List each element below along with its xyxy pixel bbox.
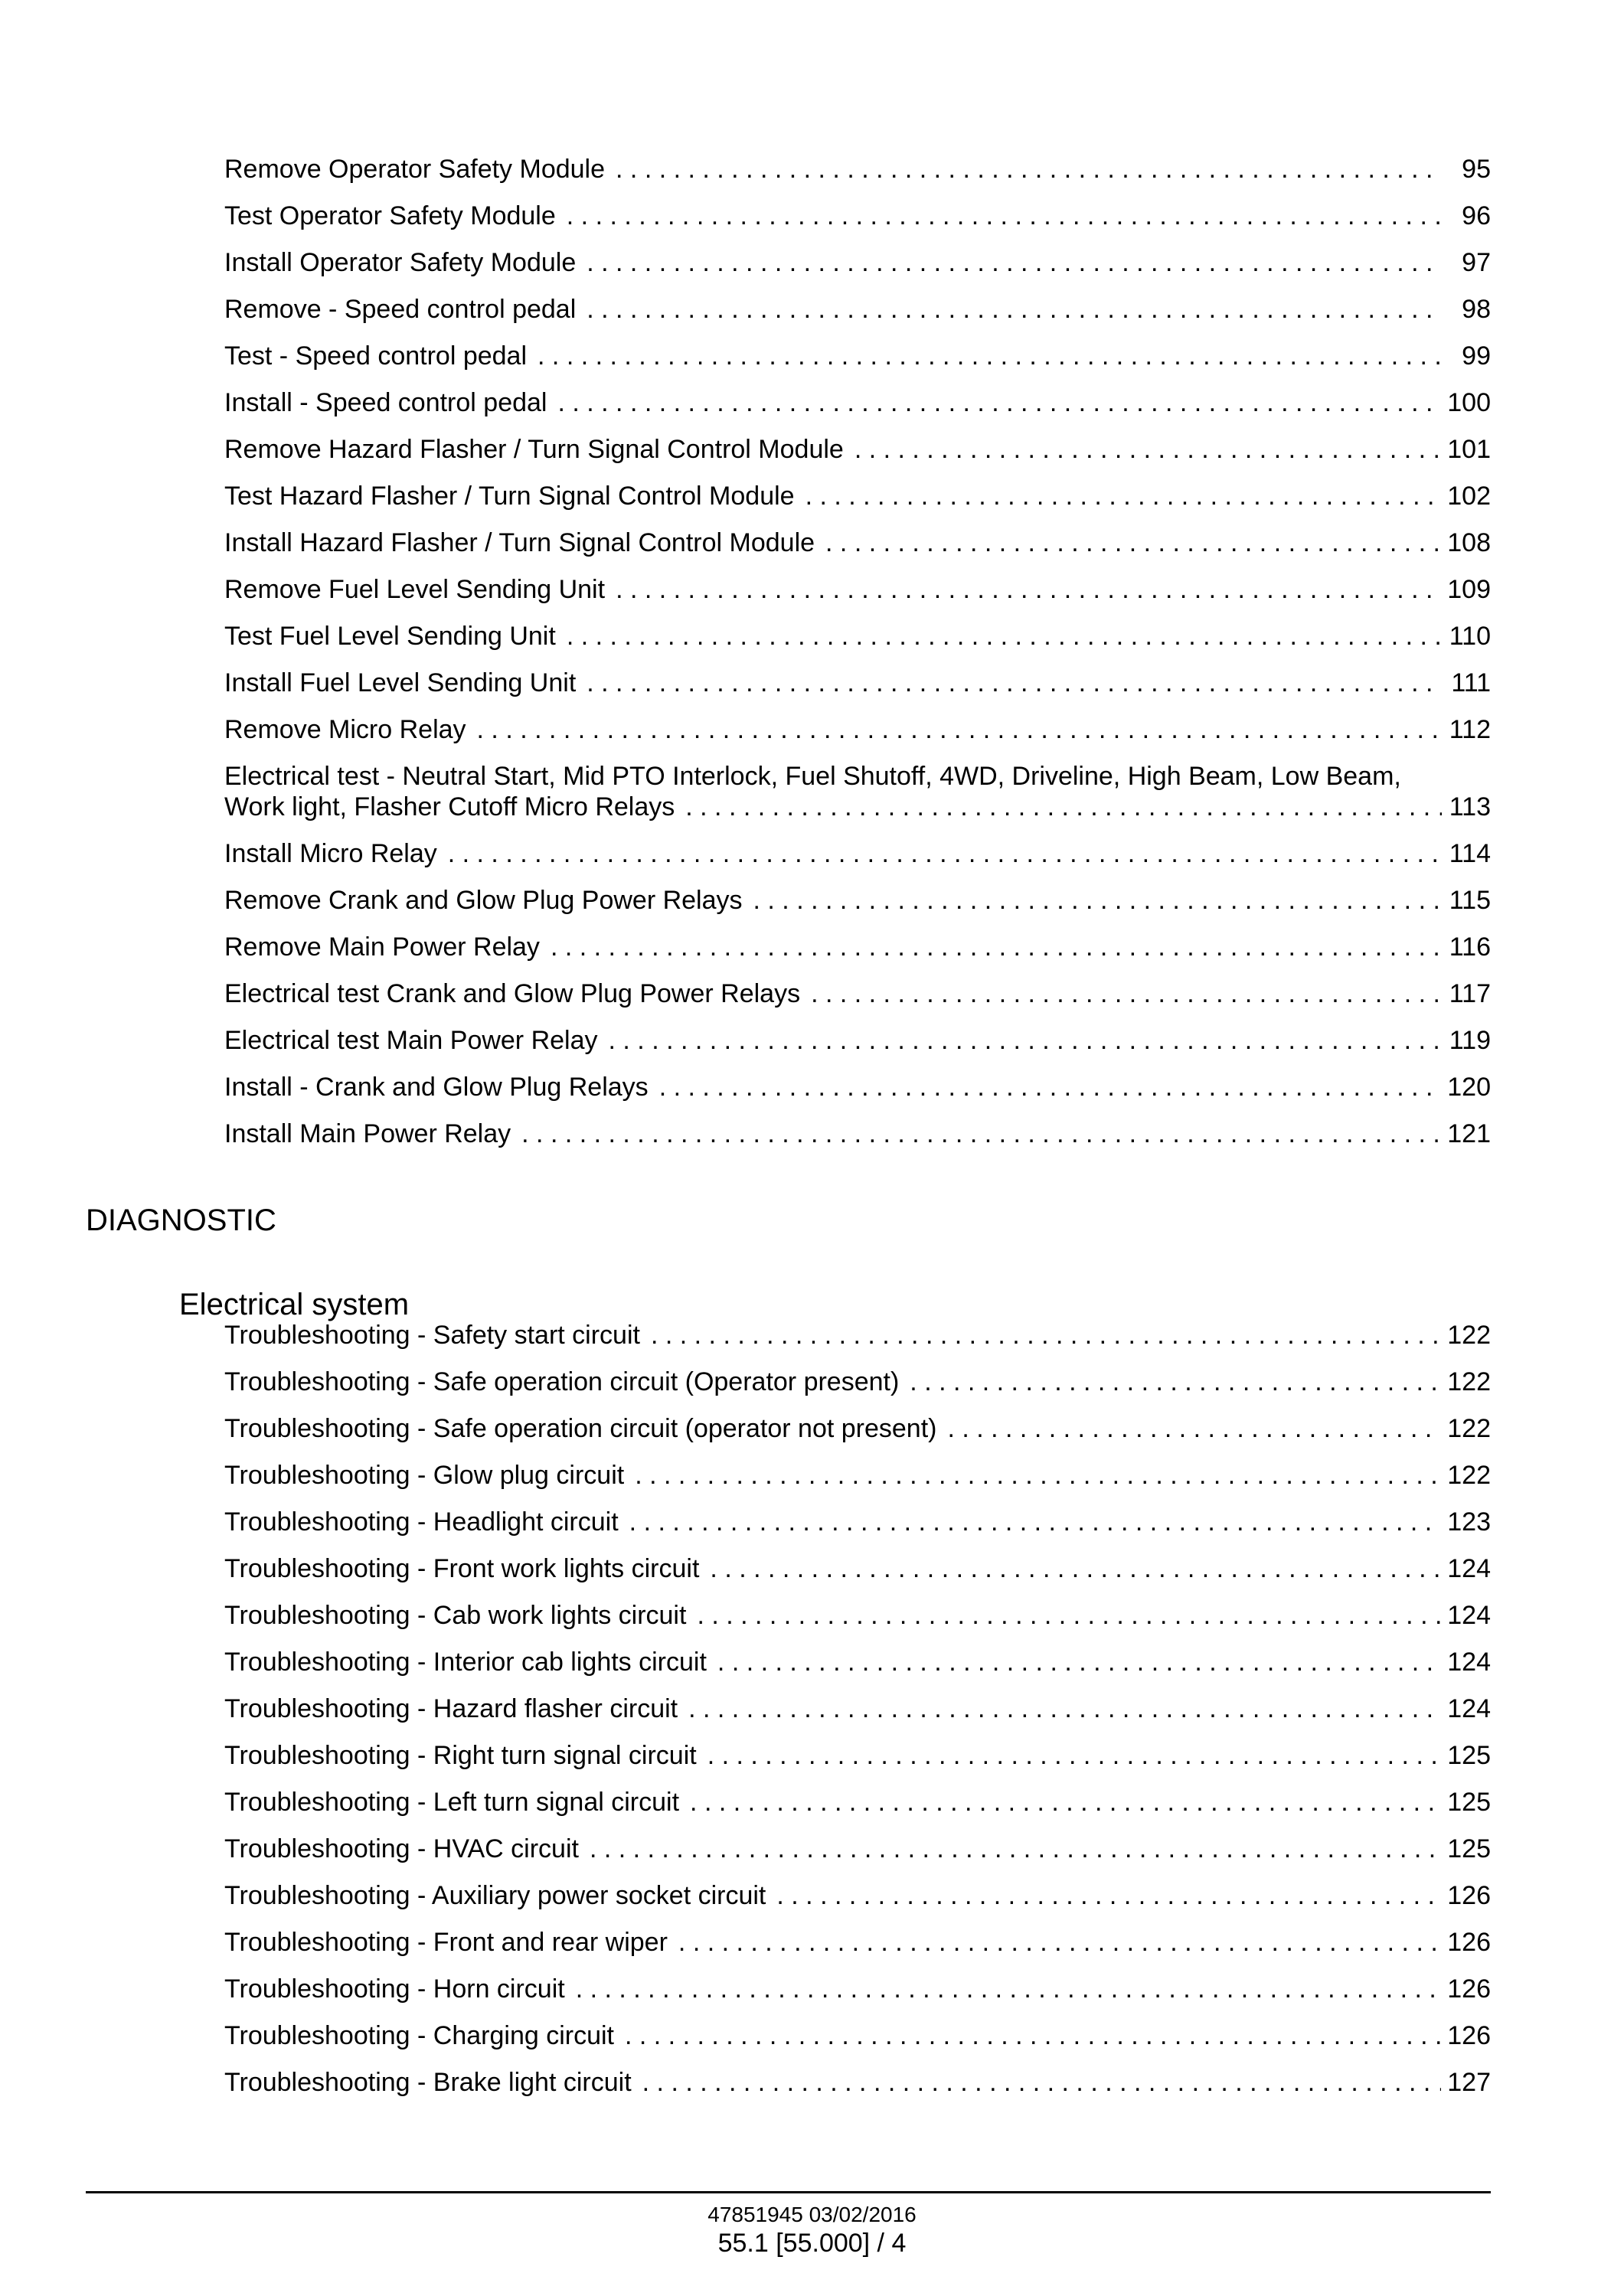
toc-entry-title: Troubleshooting - Auxiliary power socket circuit (224, 1881, 766, 1910)
dot-leader (576, 1974, 1442, 2004)
dot-leader (538, 341, 1442, 371)
dot-leader (678, 1927, 1441, 1958)
toc-entry-title: Troubleshooting - Safe operation circuit (operator not present) (224, 1414, 937, 1443)
toc-entry-page: 115 (1449, 886, 1491, 915)
dot-leader (616, 154, 1442, 185)
toc-entry[interactable] (224, 138, 1491, 185)
toc-entry-title: Troubleshooting - HVAC circuit (224, 1834, 579, 1863)
toc-entry-title: Troubleshooting - Safe operation circuit (Operator present) (224, 1367, 900, 1396)
toc-entry-page: 124 (1447, 1554, 1491, 1583)
toc-entry[interactable] (224, 1584, 1491, 1631)
toc-entry[interactable] (224, 325, 1491, 371)
toc-entry[interactable] (224, 1958, 1491, 2004)
toc-entry-page: 124 (1447, 1694, 1491, 1723)
toc-entry-title: Troubleshooting - Brake light circuit (224, 2068, 632, 2097)
dot-leader (629, 1507, 1442, 1537)
toc-entry-title: Install Operator Safety Module (224, 248, 577, 277)
dot-leader (567, 201, 1442, 231)
toc-entry-page: 120 (1447, 1073, 1491, 1102)
toc-entry[interactable] (224, 652, 1491, 698)
dot-leader (642, 2067, 1442, 2098)
dot-leader (567, 621, 1442, 652)
dot-leader (521, 1119, 1441, 1149)
toc-entry-page: 125 (1447, 1788, 1491, 1817)
toc-entry-page: 123 (1447, 1507, 1491, 1537)
toc-entry[interactable] (224, 1631, 1491, 1677)
toc-entry-multiline[interactable] (224, 745, 1491, 822)
dot-leader (707, 1740, 1442, 1771)
toc-entry-page: 124 (1447, 1601, 1491, 1630)
toc-entry[interactable] (224, 1491, 1491, 1537)
dot-leader (609, 1025, 1442, 1056)
toc-entry-title: Test Fuel Level Sending Unit (224, 622, 556, 651)
toc-entry-page: 111 (1451, 668, 1491, 697)
toc-entry-page: 114 (1449, 839, 1491, 868)
toc-diagnostic (224, 1304, 1491, 2098)
toc-entry-title: Troubleshooting - Horn circuit (224, 1974, 565, 2004)
toc-entry-page: 127 (1447, 2068, 1491, 2097)
toc-entry[interactable] (224, 1009, 1491, 1056)
dot-leader (753, 885, 1442, 916)
toc-entry-page: 122 (1447, 1461, 1491, 1490)
dot-leader (448, 838, 1442, 869)
toc-entry[interactable] (224, 185, 1491, 231)
toc-entry-page: 121 (1447, 1119, 1491, 1148)
toc-entry[interactable] (224, 1677, 1491, 1724)
section-heading: DIAGNOSTIC (86, 1204, 276, 1237)
dot-leader (717, 1647, 1441, 1677)
sub-heading: Electrical system (179, 1288, 410, 1321)
dot-leader (587, 247, 1442, 278)
toc-entry[interactable] (224, 1304, 1491, 1350)
toc-entry-page: 113 (1449, 792, 1491, 821)
dot-leader (651, 1320, 1441, 1350)
toc-entry-title: Install Main Power Relay (224, 1119, 511, 1148)
toc-entry[interactable] (224, 418, 1491, 465)
toc-entry-title: Remove Hazard Flasher / Turn Signal Control Module (224, 435, 844, 464)
toc-entry-title: Troubleshooting - Front and rear wiper (224, 1928, 668, 1957)
dot-leader (659, 1072, 1442, 1102)
toc-entry[interactable] (224, 2004, 1491, 2051)
toc-entry-page: 122 (1447, 1414, 1491, 1443)
dot-leader (811, 978, 1442, 1009)
dot-leader (616, 574, 1441, 605)
toc-entry-title: Test Operator Safety Module (224, 201, 556, 230)
dot-leader (587, 294, 1442, 325)
toc-entry[interactable] (224, 371, 1491, 418)
toc-entry-title: Install Micro Relay (224, 839, 437, 868)
toc-entry[interactable] (224, 1350, 1491, 1397)
toc-entry[interactable] (224, 698, 1491, 745)
toc-entry-title: Troubleshooting - Charging circuit (224, 2021, 614, 2050)
dot-leader (910, 1367, 1441, 1397)
toc-entry[interactable] (224, 1102, 1491, 1149)
toc-entry-title: Test - Speed control pedal (224, 341, 528, 371)
dot-leader (477, 714, 1442, 745)
dot-leader (688, 1693, 1441, 1724)
dot-leader (697, 1600, 1441, 1631)
toc-entry-page: 100 (1447, 388, 1491, 417)
toc-entry-title: Remove Main Power Relay (224, 932, 540, 962)
toc-entry-title: Troubleshooting - Headlight circuit (224, 1507, 619, 1537)
dot-leader (825, 527, 1441, 558)
toc-entry[interactable] (224, 1724, 1491, 1771)
dot-leader (776, 1880, 1441, 1911)
toc-entry-title: Troubleshooting - Interior cab lights circuit (224, 1648, 707, 1677)
toc-entry-page: 122 (1447, 1367, 1491, 1396)
toc-entry-title: Install - Speed control pedal (224, 388, 547, 417)
dot-leader (625, 2020, 1441, 2051)
toc-entry-page: 98 (1462, 295, 1491, 324)
toc-entry-title: Install Fuel Level Sending Unit (224, 668, 577, 697)
footer-page-reference: 55.1 [55.000] / 4 (717, 2229, 907, 2258)
toc-entry[interactable] (224, 962, 1491, 1009)
toc-entry-page: 124 (1447, 1648, 1491, 1677)
toc-entry-page: 117 (1449, 979, 1491, 1008)
toc-entry-page: 126 (1447, 1928, 1491, 1957)
toc-entry-page: 126 (1447, 1974, 1491, 2004)
toc-entry[interactable] (224, 869, 1491, 916)
dot-leader (947, 1413, 1441, 1444)
dot-leader (854, 434, 1441, 465)
toc-entry-title-line1: Electrical test - Neutral Start, Mid PTO Interlock, Fuel Shutoff, 4WD, Driveline, High Beam, Low Beam, (224, 762, 1401, 791)
toc-entry-page: 126 (1447, 1881, 1491, 1910)
toc-entry-page: 110 (1449, 622, 1491, 651)
toc-entry-title: Troubleshooting - Safety start circuit (224, 1321, 640, 1350)
toc-entry[interactable] (224, 231, 1491, 278)
toc-entry-title: Troubleshooting - Front work lights circuit (224, 1554, 700, 1583)
toc-entry[interactable] (224, 278, 1491, 325)
toc-entry-title: Install - Crank and Glow Plug Relays (224, 1073, 649, 1102)
toc-entry[interactable] (224, 1056, 1491, 1102)
toc-entry-title-line2-wrapper (224, 792, 1491, 822)
toc-entry-title: Troubleshooting - Right turn signal circuit (224, 1741, 697, 1770)
toc-entry-title: Troubleshooting - Glow plug circuit (224, 1461, 625, 1490)
toc-entry[interactable] (224, 1537, 1491, 1584)
toc-entry-page: 96 (1462, 201, 1491, 230)
toc-entry-page: 125 (1447, 1741, 1491, 1770)
toc-entry-title: Troubleshooting - Left turn signal circuit (224, 1788, 680, 1817)
toc-entry-title: Test Hazard Flasher / Turn Signal Control Module (224, 482, 795, 511)
toc-entry-title: Remove Crank and Glow Plug Power Relays (224, 886, 743, 915)
toc-entry[interactable] (224, 1444, 1491, 1491)
toc-entry[interactable] (224, 558, 1491, 605)
footer-divider (86, 2191, 1491, 2193)
footer-document-id: 47851945 03/02/2016 (707, 2203, 917, 2226)
dot-leader (587, 668, 1442, 698)
toc-entry-page: 125 (1447, 1834, 1491, 1863)
toc-entry-page: 122 (1447, 1321, 1491, 1350)
dot-leader (685, 792, 1442, 822)
toc-entry-title: Electrical test Crank and Glow Plug Power Relays (224, 979, 801, 1008)
dot-leader (710, 1553, 1441, 1584)
toc-entry-page: 108 (1447, 528, 1491, 557)
toc-entry-title: Remove Operator Safety Module (224, 155, 606, 184)
dot-leader (590, 1834, 1441, 1864)
toc-entry-page: 116 (1449, 932, 1491, 962)
toc-entry[interactable] (224, 916, 1491, 962)
toc-entry-page: 109 (1447, 575, 1491, 604)
toc-entry[interactable] (224, 1397, 1491, 1444)
dot-leader (635, 1460, 1441, 1491)
toc-entry-page: 97 (1462, 248, 1491, 277)
toc-entry-page: 99 (1462, 341, 1491, 371)
dot-leader (551, 932, 1442, 962)
toc-entry-page: 119 (1449, 1026, 1491, 1055)
toc-entry[interactable] (224, 1864, 1491, 1911)
toc-entry-title-line2: Work light, Flasher Cutoff Micro Relays (224, 792, 675, 821)
dot-leader (805, 481, 1442, 511)
toc-entry-title: Troubleshooting - Hazard flasher circuit (224, 1694, 678, 1723)
toc-entry[interactable] (224, 1771, 1491, 1818)
toc-entry[interactable] (224, 511, 1491, 558)
toc-top (224, 138, 1491, 1149)
toc-entry-title: Troubleshooting - Cab work lights circuit (224, 1601, 687, 1630)
toc-entry[interactable] (224, 465, 1491, 511)
toc-entry[interactable] (224, 822, 1491, 869)
toc-entry-page: 95 (1462, 155, 1491, 184)
toc-entry-page: 126 (1447, 2021, 1491, 2050)
dot-leader (557, 387, 1441, 418)
toc-entry-page: 112 (1449, 715, 1491, 744)
toc-entry-title: Electrical test Main Power Relay (224, 1026, 598, 1055)
toc-entry[interactable] (224, 1911, 1491, 1958)
toc-entry-page: 101 (1447, 435, 1491, 464)
toc-entry-title: Remove Micro Relay (224, 715, 466, 744)
dot-leader (690, 1787, 1441, 1818)
toc-entry[interactable] (224, 1818, 1491, 1864)
toc-entry-title: Install Hazard Flasher / Turn Signal Control Module (224, 528, 815, 557)
toc-entry[interactable] (224, 2051, 1491, 2098)
toc-entry-title: Remove - Speed control pedal (224, 295, 577, 324)
toc-entry-page: 102 (1447, 482, 1491, 511)
toc-entry-title: Remove Fuel Level Sending Unit (224, 575, 606, 604)
toc-entry[interactable] (224, 605, 1491, 652)
